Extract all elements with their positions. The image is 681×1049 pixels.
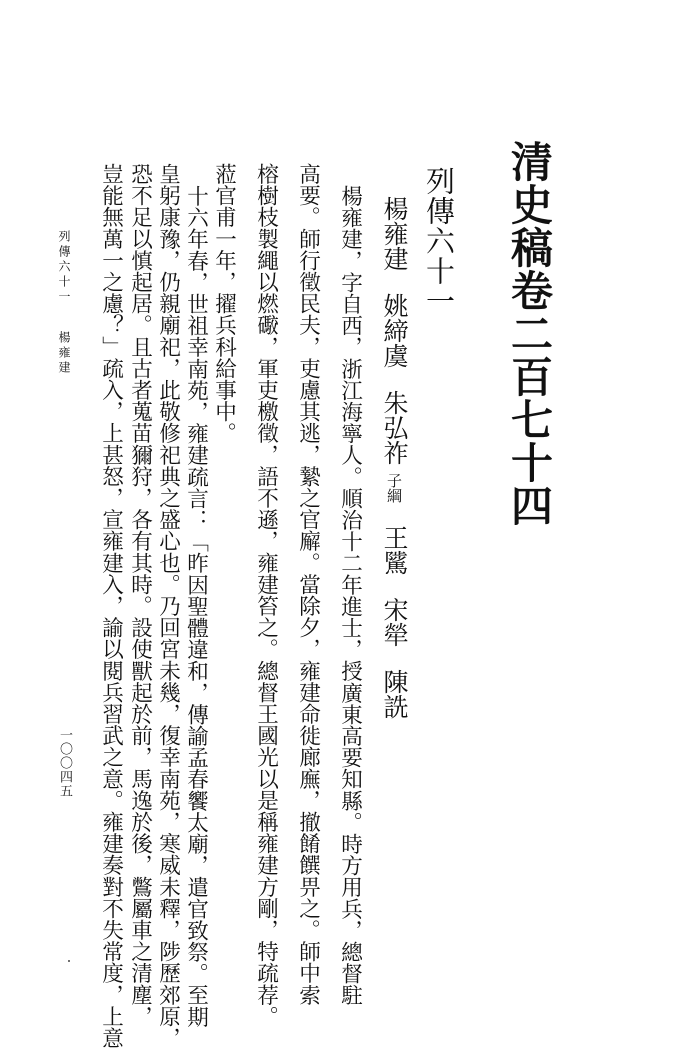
subject-name: 宋犖 <box>380 597 409 647</box>
body-line: 十六年春，世祖幸南苑，雍建疏言：「昨因聖體違和，傳諭孟春饗太廟，遣官致祭。至期 <box>183 185 209 1028</box>
body-line: 楊雍建，字自西，浙江海寧人。順治十二年進士，授廣東高要知縣。時方用兵，總督駐 <box>337 185 363 1006</box>
body-line: 蒞官甫一年，擢兵科給事中。 <box>211 163 237 444</box>
section-title: 列傳六十一 <box>422 166 456 316</box>
body-line: 皇躬康豫，仍親廟祀，此敬修祀典之盛心也。乃回宮未幾，復幸南苑，寒威未釋，陟歷郊原， <box>155 163 181 1049</box>
running-head-name: 楊雍建 <box>57 331 71 376</box>
body-line: 榕樹枝製繩以燃礮，軍吏檄徵，語不遜，雍建笞之。總督王國光以是稱雍建方剛，特疏荐。 <box>253 163 279 1027</box>
print-speck <box>68 960 70 962</box>
subject-list <box>382 196 407 719</box>
subject-name: 王騭 <box>380 525 409 575</box>
subject-name: 陳詵 <box>380 669 409 719</box>
subject-note: 子綱 <box>385 473 403 503</box>
subject-name: 朱弘祚 <box>380 390 409 465</box>
body-line: 高要。師行徵民夫，吏慮其逃，縶之官廨。當除夕，雍建命徙廊廡，撤餚饌畀之。師中索 <box>295 163 321 1006</box>
body-line: 恐不足以慎起居。且古者蒐苗獮狩，各有其時。設使獸起於前，馬逸於後，鷩屬車之清塵， <box>127 163 153 1027</box>
running-head-section: 列傳六十一 <box>57 230 71 305</box>
body-line: 豈能無萬一之慮？」疏入，上甚怒，宣雍建入，諭以閱兵習武之意。雍建奏對不失常度，上意 <box>98 163 124 1049</box>
book-title: 清史稿卷二百七十四 <box>505 140 554 527</box>
subject-name: 楊雍建 <box>380 196 409 271</box>
running-head <box>58 230 70 376</box>
page-number: 一〇〇四五 <box>57 728 72 798</box>
subject-name: 姚締虞 <box>380 293 409 368</box>
